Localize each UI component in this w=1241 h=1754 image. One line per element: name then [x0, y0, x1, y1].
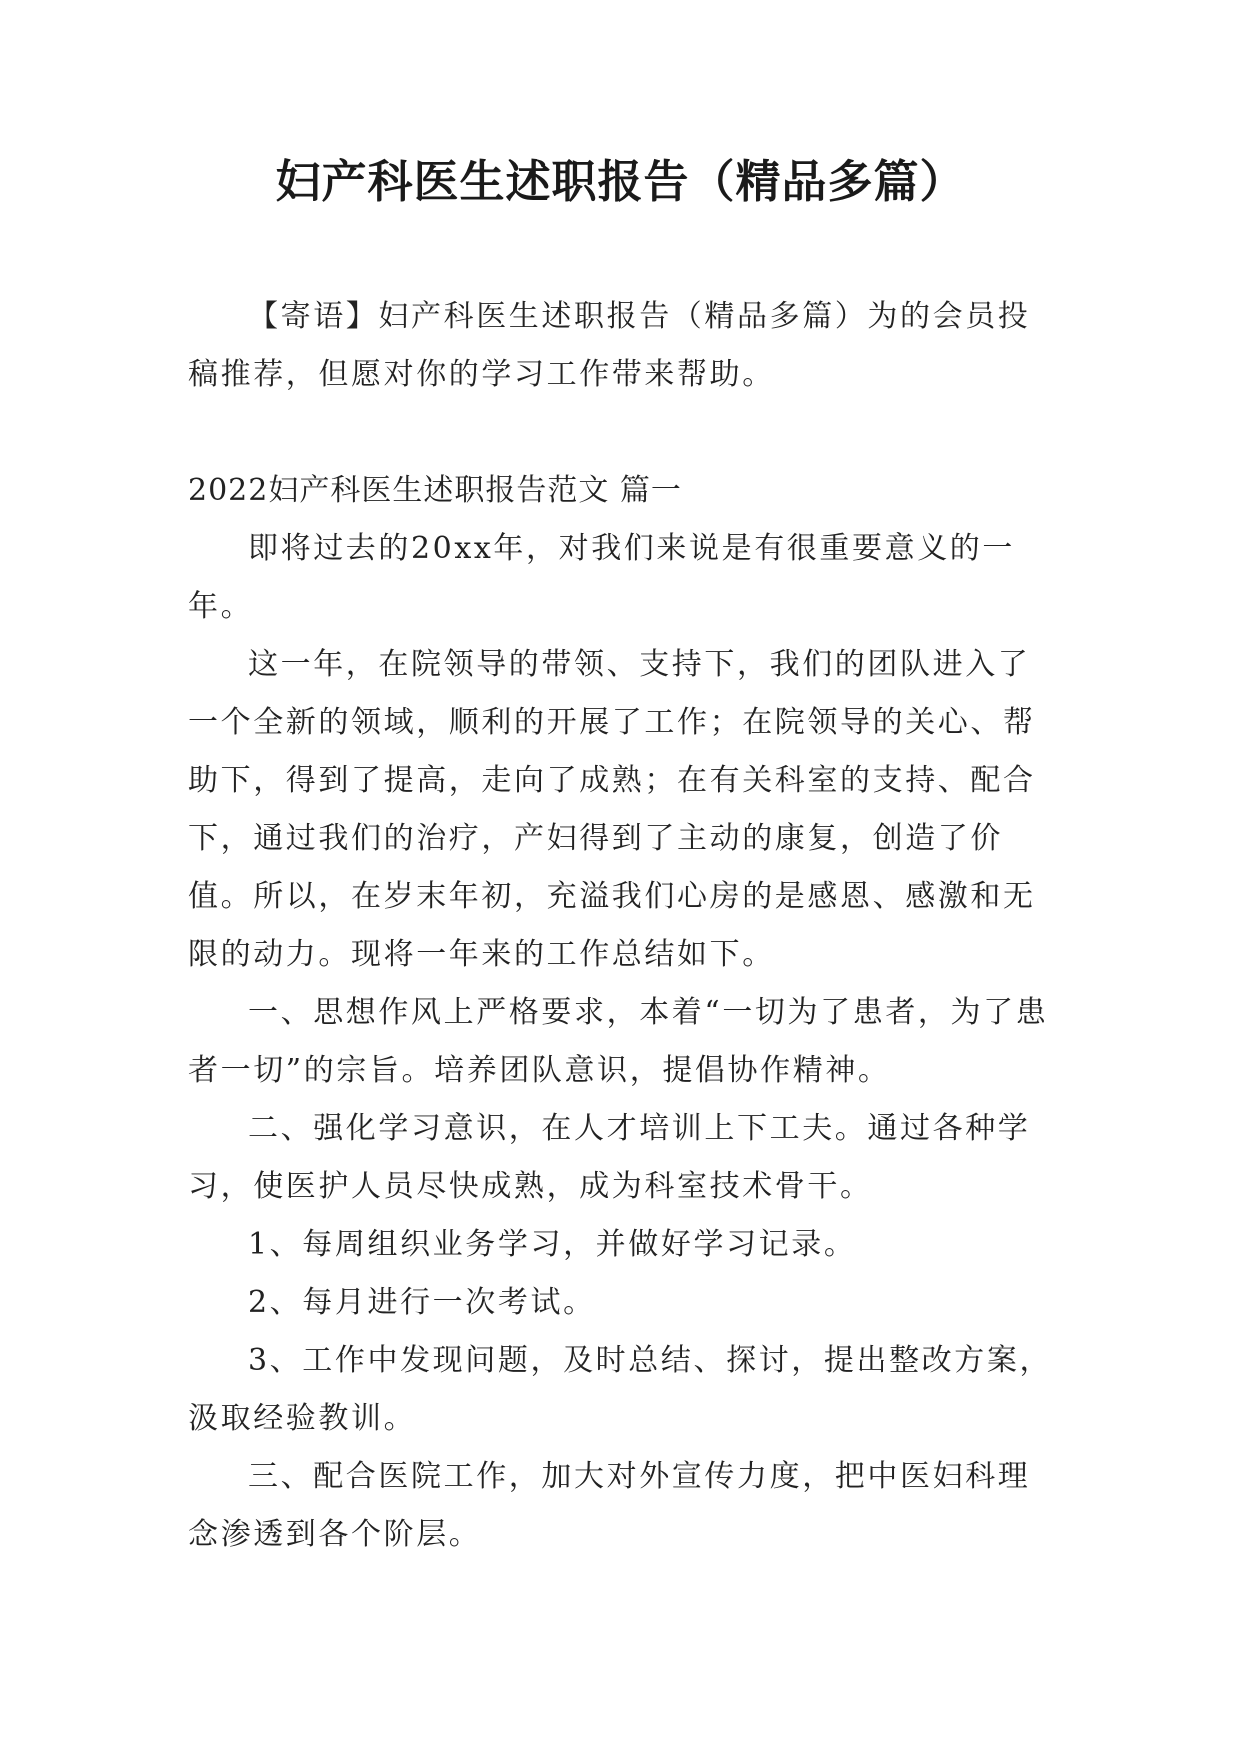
- paragraph-2: 这一年，在院领导的带领、支持下，我们的团队进入了一个全新的领域，顺利的开展了工作；在院领导的关心、帮助下，得到了提高，走向了成熟；在有关科室的支持、配合下，通过我们的治疗，产妇得到了主动的康复，创造了价值。所以，在岁末年初，充溢我们心房的是感恩、感激和无限的动力。现将一年来的工作总结如下。: [188, 647, 1036, 972]
- paragraph-3: 一、思想作风上严格要求，本着“一切为了患者，为了患者一切”的宗旨。培养团队意识，提倡协作精神。: [188, 995, 1049, 1088]
- document-title: 妇产科医生述职报告（精品多篇）: [275, 155, 966, 208]
- paragraph-5: 1、每周组织业务学习，并做好学习记录。: [248, 1227, 857, 1262]
- paragraph-8: 三、配合医院工作，加大对外宣传力度，把中医妇科理念渗透到各个阶层。: [188, 1459, 1031, 1552]
- section-heading: 2022妇产科医生述职报告范文 篇一: [188, 473, 682, 508]
- document-body: [188, 288, 1060, 1564]
- paragraph-6: 2、每月进行一次考试。: [248, 1285, 596, 1320]
- paragraph-4: 二、强化学习意识，在人才培训上下工夫。通过各种学习，使医护人员尽快成熟，成为科室技术骨干。: [188, 1111, 1031, 1204]
- paragraph-7: 3、工作中发现问题，及时总结、探讨，提出整改方案，汲取经验教训。: [188, 1343, 1053, 1436]
- intro-paragraph: 【寄语】妇产科医生述职报告（精品多篇）为的会员投稿推荐，但愿对你的学习工作带来帮助。: [188, 299, 1031, 392]
- paragraph-spacer: [188, 404, 1060, 462]
- paragraph-1: 即将过去的20xx年，对我们来说是有很重要意义的一年。: [188, 531, 1016, 624]
